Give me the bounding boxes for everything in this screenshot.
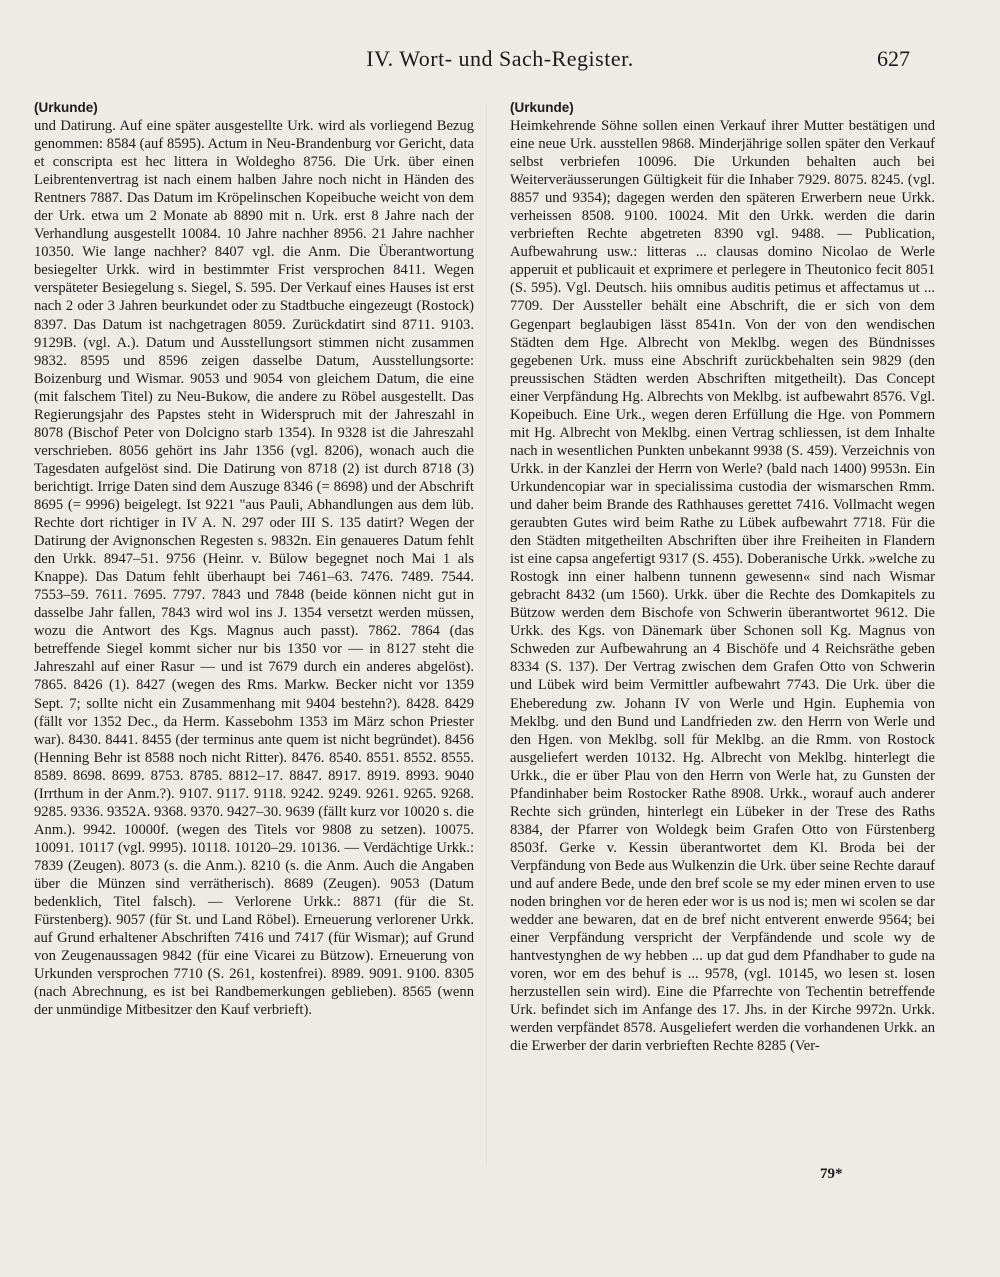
right-running-head: (Urkunde) — [510, 100, 574, 115]
page-number: 627 — [877, 46, 910, 71]
page-header — [30, 46, 970, 80]
right-column-text: Heimkehrende Söhne sollen einen Verkauf ihrer Mutter bestätigen und eine neue Urk. ausstellen 9868. Minderjährige sollen später den Verkauf selbst verbriefen 10096. Die Urkunden behalten auch bei Weiterveräusserungen Gültigkeit für die Inhaber 7929. 8075. 8245. (vgl. 8857 und 9354); dagegen werden den späteren Erwerbern neue Urkk. verheissen 8508. 9100. 10024. Mit den Urkk. werden die darin verbrieften Rechte abgetreten 8390 vgl. 9488. — Publication, Aufbewahrung usw.: litteras ... clausas domino Nicolao de Werle apperuit et publicauit et exprimere et perlegere in Theutonico fecit 8051 (S. 595). Vgl. Deutsch. hiis omnibus auditis petimus et affectamus ut ... 7709. Der Aussteller behält eine Abschrift, die er sich von dem Gegenpart beglaubigen lässt 8541n. Von der von den wendischen Städten dem Hge. Albrecht von Meklbg. wegen des Bündnisses gegebenen Urk. muss eine Abschrift zurückbehalten sein 9829 (den preussischen Städten werden Abschriften mitgetheilt). Das Concept einer Verpfändung Hg. Albrechts von Meklbg. ist aufbewahrt 8576. Vgl. Kopeibuch. Eine Urk., wegen deren Erfüllung die Hge. von Pommern mit Hg. Albrecht von Meklbg. einen Vertrag schliessen, ist dem Inhalte nach in wesentlichen Punkten unbekannt 9938 (S. 459). Verzeichnis von Urkk. in der Kanzlei der Herrn von Werle? (bald nach 1400) 9953n. Ein Urkundencopiar war in specialissima custodia der wismarschen Rmm. und daher beim Brande des Rathhauses gerettet 7416. Vollmacht wegen geraubten Gutes wird beim Rathe zu Lübek aufbewahrt 7718. Für die den Städten mitgetheilten Abschriften über ihre Freiheiten in Flandern ist eine capsa angefertigt 9317 (S. 455). Doberanische Urkk. »welche zu Rostogk inn einer halbenn tunnenn gewesenn« sind nach Wismar gebracht 8432 (um 1560). Urkk. über die Rechte des Domkapitels zu Bützow werden dem Bischofe von Schwerin überantwortet 9612. Die Urkk. des Kgs. von Dänemark über Schonen soll Kg. Magnus von Schweden zur Aufbewahrung an 4 Bischöfe und 4 Reichsräthe geben 8334 (S. 137). Der Vertrag zwischen dem Grafen Otto von Schwerin und Lübek wird beim Vermittler aufbewahrt 7743. Die Urk. über die Eheberedung zw. Johann IV von Werle und Hgin. Euphemia von Meklbg. und den Bund und Landfrieden zw. den Herrn von Werle und den Hgen. von Meklbg. soll für Meklbg. an die Rmm. von Rostock ausgeliefert werden 10132. Hg. Albrecht von Meklbg. hinterlegt die Urkk., die er über Plau von den Herrn von Werle hat, zu Gunsten der Pfandinhaber beim Rostocker Rathe 8908. Urkk., worauf auch anderer Rechte sich gründen, hinterlegt ein Lübeker in der Trese des Raths 8384, der Pfarrer von Woldegk beim Grafen Otto von Fürstenberg 8503f. Gerke v. Kessin überantwortet dem Kl. Broda bei der Verpfändung von Bede aus Wulkenzin die Urk. über seine Rechte darauf und auf andere Bede, unde den bref scole se my eder minen erven to use noden bringhen vor de heren eder wor is us nod is; men wi scolen se dar wedder ane bewaren, dat en de bref nicht entverent enwerde 9564; bei einer Verpfändung verspricht der Verpfändende und scole wy de hantvestynghen de wy hebben ... up dat gud dem Pfandhaber to gude na voren, wor em des behuf is ... 9578, (vgl. 10145, wo lesen st. losen herzustellen sein wird). Eine die Pfarrechte von Techentin betreffende Urk. befindet sich im Anfange des 17. Jhs. in der Kirche 9972n. Urkk. werden verpfändet 8578. Ausgeliefert werden die vorhandenen Urkk. an die Erwerber der darin verbrieften Rechte 8285 (Ver- — [510, 118, 935, 1055]
right-column — [510, 100, 935, 1055]
left-running-head: (Urkunde) — [34, 100, 98, 115]
left-column-text: und Datirung. Auf eine später ausgestellte Urk. wird als vorliegend Bezug genommen: 8584 (auf 8595). Actum in Neu-Brandenburg vor Gericht, data et conscripta est hec littera in Woldegho 8756. Die Urk. über einen Leibrentenvertrag ist nach einem halben Jahre noch nicht in Händen des Rentners 7887. Das Datum im Kröpelinschen Kopeibuche weicht von dem der Urk. etwa um 2 Monate ab 8890 mit n. Urk. erst 8 Jahre nach der Verhandlung ausgestellt 10084. 10 Jahre nachher 8956. 21 Jahre nachher 10350. Wie lange nachher? 8407 vgl. die Anm. Die Überantwortung besiegelter Urkk. wird in bestimmter Frist versprochen 8411. Wegen verspäteter Besiegelung s. Siegel, S. 595. Der Verkauf eines Hauses ist erst nach 2 oder 3 Jahren beurkundet oder zu Stadtbuche eingezeugt (Rostock) 8397. Das Datum ist nachgetragen 8059. Zurückdatirt sind 8711. 9103. 9129B. (vgl. A.). Datum und Ausstellungsort stimmen nicht zusammen 9832. 8595 und 8596 zeigen dasselbe Datum, Ausstellungsorte: Boizenburg und Wismar. 9053 und 9054 von gleichem Datum, die eine (mit falschem Titel) zu Neu-Bukow, die andere zu Röbel ausgestellt. Das Regierungsjahr des Papstes steht in Widerspruch mit der Jahreszahl in 8078 (Bischof Peter von Dolcigno starb 1354). In 9328 ist die Jahreszahl verschrieben. 8056 gehört ins Jahr 1356 (vgl. 8206), wonach auch die Tagesdaten aufgelöst sind. Die Datirung von 8718 (2) ist durch 8718 (3) berichtigt. Irrige Daten sind dem Auszuge 8346 (= 8698) und der Abschrift 8695 (= 9996) beigelegt. Ist 9221 "aus Pauli, Abhandlungen aus dem lüb. Rechte dort richtiger in IV A. N. 297 oder III S. 135 datirt? Wegen der Datirung der Avignonschen Regesten s. 9832n. Ein genaueres Datum fehlt den Urkk. 8947–51. 9756 (Heinr. v. Bülow begegnet noch Mai 1 als Knappe). Das Datum fehlt überhaupt bei 7461–63. 7476. 7489. 7544. 7553–59. 7611. 7695. 7797. 7843 und 7848 (beide können nicht gut in dasselbe Jahr fallen, 7843 wird wol ins J. 1354 versetzt werden müssen, wozu die Antwort des Kgs. Magnus auch passt). 7862. 7864 (das betreffende Siegel kommt sicher nur bis 1350 vor — in 8127 steht die Jahreszahl auf einer Rasur — und ist 7679 durch ein anderes abgelöst). 7865. 8426 (1). 8427 (wegen des Rms. Markw. Becker nicht vor 1359 Sept. 7; sollte nicht ein Zusammenhang mit 9404 bestehn?). 8428. 8429 (fällt vor 1352 Dec., da Herm. Kassebohm 1353 im März schon Priester war). 8430. 8441. 8455 (der terminus ante quem ist nicht begründet). 8456 (Henning Behr ist 8588 noch nicht Ritter). 8476. 8540. 8551. 8552. 8555. 8589. 8698. 8699. 8753. 8785. 8812–17. 8847. 8917. 8919. 8993. 9040 (Irrthum in der Anm.?). 9107. 9117. 9118. 9242. 9249. 9261. 9265. 9268. 9285. 9336. 9352A. 9368. 9370. 9427–30. 9639 (fällt kurz vor 10020 s. die Anm.). 9942. 10000f. (wegen des Titels vor 9808 zu setzen). 10075. 10091. 10117 (vgl. 9995). 10118. 10120–29. 10136. — Verdächtige Urkk.: 7839 (Zeugen). 8073 (s. die Anm.). 8210 (s. die Anm. Auch die Angaben über die Münzen sind verrätherisch). 8689 (Zeugen). 9053 (Datum bedenklich, Titel falsch). — Verlorene Urkk.: 8871 (für die St. Fürstenberg). 9057 (für St. und Land Röbel). Erneuerung verlorener Urkk. auf Grund erhaltener Abschriften 7416 und 7417 (für Wismar); auf Grund von Zeugenaussagen 9842 (für eine Vicarei zu Bützow). Erneuerung von Urkunden versprochen 7710 (S. 261, kostenfrei). 8989. 9091. 9100. 8305 (nach Abrechnung, es ist bei Randbemerkungen geblieben). 8565 (wenn der unmündige Mitbesitzer den Kauf verbrieft). — [34, 118, 474, 1019]
column-divider — [486, 104, 487, 1164]
printer-signature: 79* — [820, 1166, 843, 1182]
section-title: IV. Wort- und Sach-Register. — [366, 46, 634, 71]
left-column — [34, 100, 474, 1019]
